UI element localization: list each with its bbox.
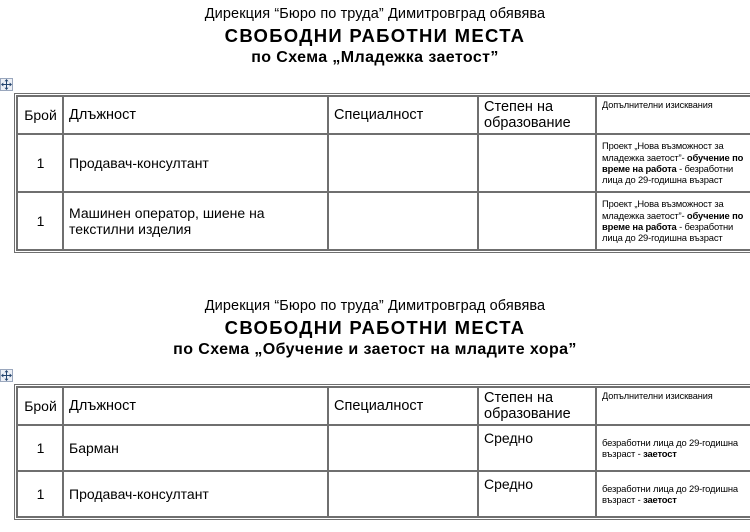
cell-requirements: безработни лица до 29-годишна възраст - заетост — [596, 471, 750, 517]
cell-requirements: Проект „Нова възможност за младежка заетост”- обучение по време на работа - безработни лица до 29-годишна възраст — [596, 192, 750, 250]
column-header-position: Длъжност — [63, 387, 328, 425]
table-move-handle-icon[interactable] — [0, 369, 13, 382]
cell-position: Машинен оператор, шиене на текстилни изделия — [63, 192, 328, 250]
table-header-row — [17, 96, 750, 134]
table-row — [17, 192, 750, 250]
column-header-requirements: Допълнителни изисквания — [596, 96, 750, 134]
cell-speciality — [328, 192, 478, 250]
cell-education — [478, 134, 596, 192]
cell-speciality — [328, 425, 478, 471]
section-heading-youth-employment — [0, 5, 750, 69]
cell-requirements: Проект „Нова възможност за младежка заетост”- обучение по време на работа - безработни лица до 29-годишна възраст — [596, 134, 750, 192]
cell-education: Средно — [478, 471, 596, 517]
cell-education: Средно — [478, 425, 596, 471]
cell-education — [478, 192, 596, 250]
column-header-requirements: Допълнителни изисквания — [596, 387, 750, 425]
cell-position: Продавач-консултант — [63, 471, 328, 517]
table-row — [17, 425, 750, 471]
table-move-handle-icon[interactable] — [0, 78, 13, 91]
heading-line-title: СВОБОДНИ РАБОТНИ МЕСТА — [224, 25, 526, 46]
vacancy-table-training-and-employment — [14, 384, 750, 520]
column-header-speciality: Специалност — [328, 387, 478, 425]
heading-line-title: СВОБОДНИ РАБОТНИ МЕСТА — [224, 317, 526, 338]
cell-count: 1 — [17, 425, 63, 471]
column-header-speciality: Специалност — [328, 96, 478, 134]
section-heading-training-and-employment — [0, 297, 750, 361]
heading-line-directorate: Дирекция “Бюро по труда” Димитровград обявява — [204, 6, 546, 22]
cell-count: 1 — [17, 134, 63, 192]
table-row — [17, 471, 750, 517]
heading-line-scheme: по Схема „Младежка заетост” — [251, 49, 499, 66]
cell-speciality — [328, 134, 478, 192]
cell-position: Продавач-консултант — [63, 134, 328, 192]
vacancy-table-youth-employment — [14, 93, 750, 253]
column-header-position: Длъжност — [63, 96, 328, 134]
cell-count: 1 — [17, 192, 63, 250]
cell-requirements: безработни лица до 29-годишна възраст - заетост — [596, 425, 750, 471]
heading-line-scheme: по Схема „Обучение и заетост на младите хора” — [173, 341, 577, 358]
cell-speciality — [328, 471, 478, 517]
column-header-education: Степен на образование — [478, 387, 596, 425]
table-header-row — [17, 387, 750, 425]
cell-position: Барман — [63, 425, 328, 471]
column-header-count: Брой — [17, 96, 63, 134]
column-header-count: Брой — [17, 387, 63, 425]
column-header-education: Степен на образование — [478, 96, 596, 134]
table-row — [17, 134, 750, 192]
heading-line-directorate: Дирекция “Бюро по труда” Димитровград обявява — [204, 298, 546, 314]
cell-count: 1 — [17, 471, 63, 517]
